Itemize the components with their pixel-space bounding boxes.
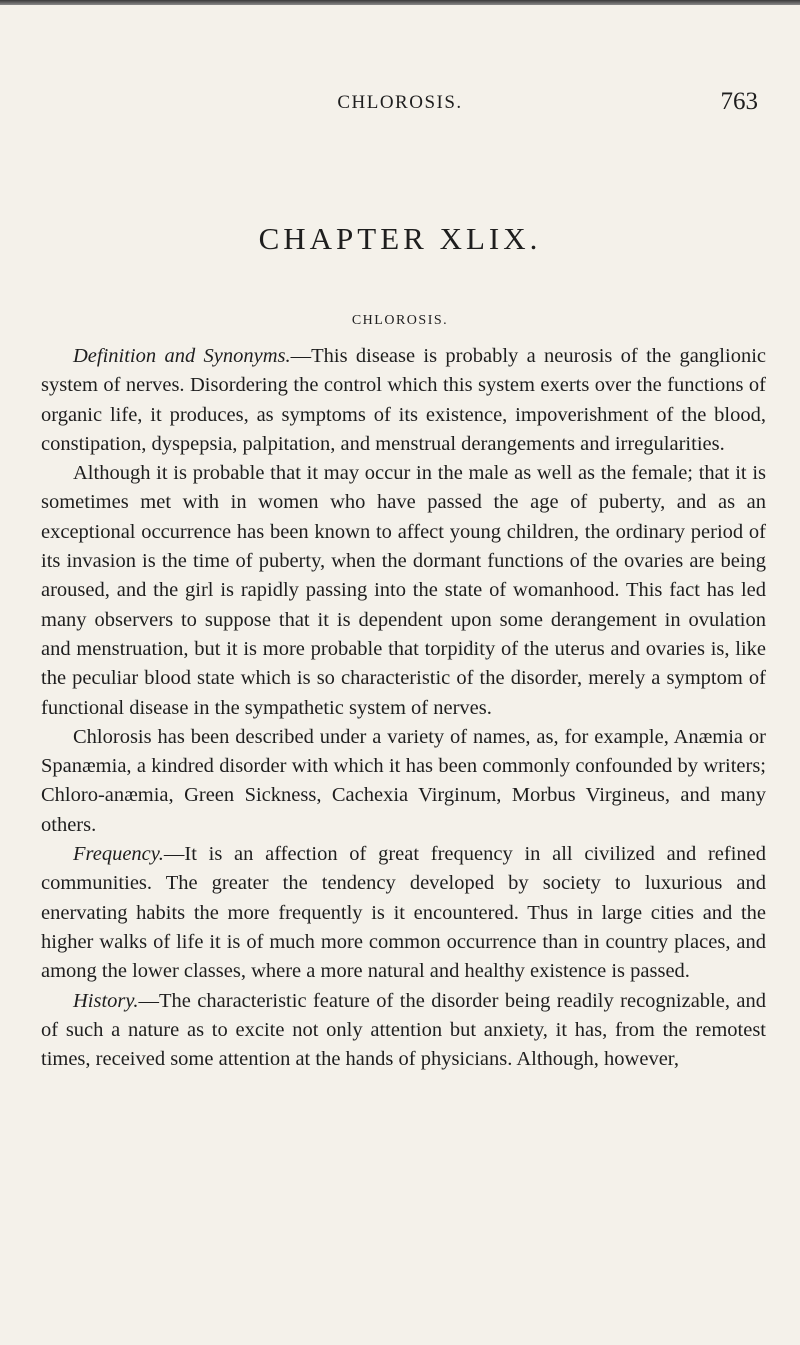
paragraph-text: Chlorosis has been described under a variety of names, as, for example, Anæmia or Spanæmia, a kindred disorder with which it has been commonly confounded by writers; Chloro-anæmia, Green Sickness, Cachexia Virginum, Morbus Virgineus, and many others. xyxy=(41,725,766,836)
paragraph-history xyxy=(41,987,766,1075)
body-text xyxy=(41,342,766,1074)
paragraph-names xyxy=(41,723,766,840)
paragraph-text: —It is an affection of great frequency in all civilized and refined communities. The greater the tendency developed by society to luxurious and enervating habits the more frequently is it encountered. Thus in large cities and the higher walks of life it is of much more common occurrence than in country places, and among the lower classes, where a more natural and healthy existence is passed. xyxy=(41,843,766,983)
chapter-subtitle: CHLOROSIS. xyxy=(351,313,449,328)
running-head xyxy=(0,88,800,122)
paragraph-text: —This disease is probably a neurosis of the ganglionic system of nerves. Disordering the control which this system exerts over the functions of organic life, it produces, as symptoms of its existence, impoverishment of the blood, constipation, dyspepsia, palpitation, and menstrual derangements and irregularities. xyxy=(41,345,766,455)
section-lead-frequency: Frequency. xyxy=(73,843,164,866)
page-top-edge xyxy=(0,0,800,5)
chapter-title: CHAPTER XLIX. xyxy=(258,221,542,256)
section-lead-definition: Definition and Synonyms. xyxy=(73,345,291,367)
paragraph-definition xyxy=(41,342,766,459)
paragraph-frequency xyxy=(41,840,766,986)
paragraph-text: Although it is probable that it may occur in the male as well as the female; that it is sometimes met with in women who have passed the age of puberty, and as an exceptional occurrence has been known to affect young children, the ordinary period of its invasion is the time of puberty, when the dormant functions of the ovaries are being aroused, and the girl is rapidly passing into the state of womanhood. This fact has led many observers to suppose that it is dependent upon some derangement in ovulation and menstruation, but it is more probable that torpidity of the uterus and ovaries is, like the peculiar blood state which is so characteristic of the disorder, merely a symptom of functional disease in the sympathetic system of nerves. xyxy=(41,462,766,719)
paragraph-occurrence xyxy=(41,459,766,723)
running-title: CHLOROSIS. xyxy=(337,92,463,113)
section-lead-history: History. xyxy=(73,989,139,1012)
paragraph-text: —The characteristic feature of the disorder being readily recognizable, and of such a nature as to excite not only attention but anxiety, it has, from the remotest times, received some attention at the hands of physicians. Although, however, xyxy=(41,989,766,1071)
page-number: 763 xyxy=(720,88,758,115)
